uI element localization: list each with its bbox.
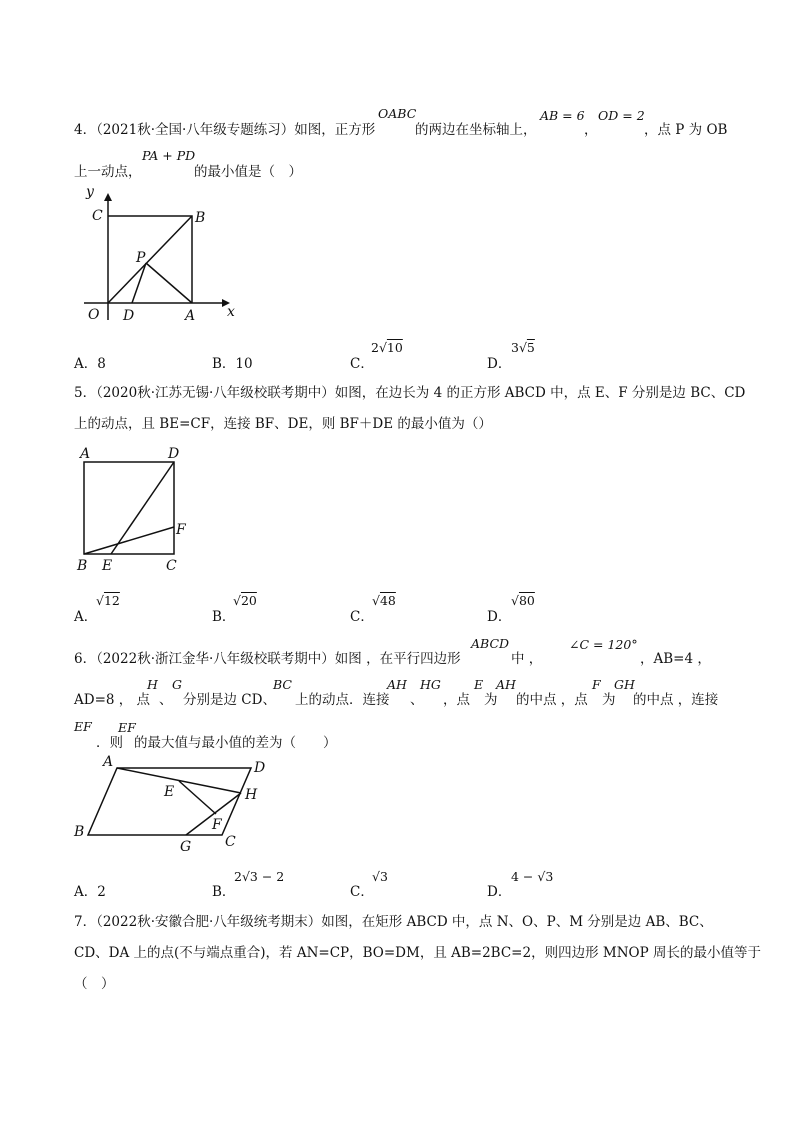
- q5-option-d-label[interactable]: D．: [487, 609, 512, 625]
- q4-eq-ab: AB = 6: [540, 108, 585, 123]
- q6-label-e: E: [164, 784, 175, 800]
- q5-label-a: A: [80, 446, 91, 462]
- q6-text-3a: ．则: [96, 735, 123, 751]
- q4-label-a: A: [185, 308, 196, 324]
- q7-text-1: 7．（2022秋·安徽合肥·八年级统考期末）如图，在矩形 ABCD 中，点 N、O、P、M 分别是边 AB、BC、: [74, 914, 713, 930]
- q6-sym-f: F: [592, 677, 601, 692]
- q5-option-a-value: √12: [96, 593, 120, 608]
- q6-text-2e: 、: [410, 692, 424, 708]
- q5-option-b-value: √20: [233, 593, 257, 608]
- q4-text-1b: 的两边在坐标轴上，: [415, 122, 537, 138]
- q7-text-2: CD、DA 上的点(不与端点重合)，若 AN=CP，BO=DM，且 AB=2BC=2，则四边形 MNOP 周长的最小值等于: [74, 945, 761, 961]
- q6-sym-g: G: [172, 677, 182, 692]
- q6-option-d-label[interactable]: D．: [487, 884, 512, 900]
- q6-label-f: F: [212, 817, 222, 833]
- q4-text-2a: 上一动点，: [74, 164, 142, 180]
- q4-label-b: B: [195, 210, 206, 226]
- q5-label-c: C: [166, 558, 177, 574]
- q6-sym-gh: GH: [614, 677, 635, 692]
- q6-sym-ef: EF: [74, 719, 92, 734]
- q5-label-e: E: [102, 558, 113, 574]
- q6-option-a[interactable]: A．2: [74, 884, 106, 900]
- q4-text-2b: 的最小值是（ ）: [194, 164, 302, 180]
- q7-text-3: （ ）: [74, 976, 115, 992]
- q4-text-1c: ，点 P 为 OB: [644, 122, 728, 138]
- q5-option-d-value: √80: [511, 593, 535, 608]
- q5-option-b-label[interactable]: B．: [212, 609, 236, 625]
- q6-sym-hg: HG: [420, 677, 441, 692]
- q4-label-y: y: [86, 184, 94, 200]
- q6-segment-ah: [117, 768, 241, 793]
- q4-option-c-label[interactable]: C．: [350, 356, 374, 372]
- q6-text-2a: AD=8 ， 点: [74, 692, 151, 708]
- q5-option-c-label[interactable]: C．: [350, 609, 374, 625]
- q6-text-1a: 6．（2022秋·浙江金华·八年级校联考期中）如图 ，在平行四边形: [74, 651, 461, 667]
- q4-option-d-value: 3√5: [511, 340, 535, 355]
- q6-eq-angle: ∠C = 120°: [569, 637, 638, 652]
- q6-text-2g: 为: [484, 692, 498, 708]
- q4-option-a[interactable]: A．8: [74, 356, 106, 372]
- q4-label-d: D: [123, 308, 135, 324]
- q4-option-b[interactable]: B．10: [212, 356, 253, 372]
- q4-label-o: O: [88, 307, 100, 323]
- q6-sym-ah: AH: [387, 677, 407, 692]
- q6-text-2b: 、: [159, 692, 173, 708]
- q6-option-d-value: 4 − √3: [511, 869, 554, 884]
- q4-comma: ，: [584, 122, 598, 138]
- q6-text-2h: 的中点 ，点: [516, 692, 588, 708]
- q6-label-d: D: [254, 760, 266, 776]
- q5-text-2: 上的动点，且 BE=CF，连接 BF、DE，则 BF＋DE 的最小值为（）: [74, 416, 492, 432]
- q6-label-c: C: [225, 834, 236, 850]
- q6-option-c-label[interactable]: C．: [350, 884, 374, 900]
- q6-text-1b: 中 ，: [511, 651, 543, 667]
- q5-option-a-label[interactable]: A．: [74, 609, 98, 625]
- q5-label-d: D: [168, 446, 180, 462]
- q5-label-f: F: [176, 522, 186, 538]
- q6-label-g: G: [180, 839, 192, 855]
- q6-text-2i: 为: [602, 692, 616, 708]
- q5-option-c-value: √48: [372, 593, 396, 608]
- q6-text-2j: 的中点 ，连接: [633, 692, 719, 708]
- q6-sym-abcd: ABCD: [471, 636, 510, 651]
- q6-label-h: H: [245, 787, 258, 803]
- q4-option-d-label[interactable]: D．: [487, 356, 512, 372]
- q6-sym-bc: BC: [273, 677, 292, 692]
- q5-label-b: B: [77, 558, 88, 574]
- q6-label-a: A: [103, 754, 114, 770]
- q6-text-1c: ，AB=4 ，: [640, 651, 711, 667]
- q6-text-2d: 上的动点．连接: [295, 692, 390, 708]
- q4-sym-oabc: OABC: [378, 106, 417, 121]
- q4-sym-papd: PA + PD: [142, 148, 196, 163]
- q4-eq-od: OD = 2: [598, 108, 645, 123]
- q6-option-b-value: 2√3 − 2: [234, 869, 285, 884]
- q4-text-1a: 4．（2021秋·全国·八年级专题练习）如图，正方形: [74, 122, 376, 138]
- q6-sym-ef2: EF: [118, 720, 136, 735]
- q6-segment-ef: [179, 781, 216, 814]
- q5-text-1: 5．（2020秋·江苏无锡·八年级校联考期中）如图，在边长为 4 的正方形 ABCD 中，点 E、F 分别是边 BC、CD: [74, 385, 746, 401]
- q6-sym-ah2: AH: [496, 677, 516, 692]
- q4-label-c: C: [92, 208, 103, 224]
- q4-option-c-value: 2√10: [371, 340, 403, 355]
- q6-sym-e: E: [474, 677, 484, 692]
- q6-text-2f: ，点: [443, 692, 470, 708]
- q4-label-x: x: [227, 304, 235, 320]
- q6-text-2c: 分别是边 CD、: [183, 692, 276, 708]
- q6-option-b-label[interactable]: B．: [212, 884, 236, 900]
- q6-option-c-value: √3: [372, 869, 388, 884]
- q6-text-3b: 的最大值与最小值的差为（ ）: [134, 735, 337, 751]
- q4-label-p: P: [136, 250, 146, 266]
- q6-sym-h: H: [147, 677, 158, 692]
- q6-label-b: B: [74, 824, 85, 840]
